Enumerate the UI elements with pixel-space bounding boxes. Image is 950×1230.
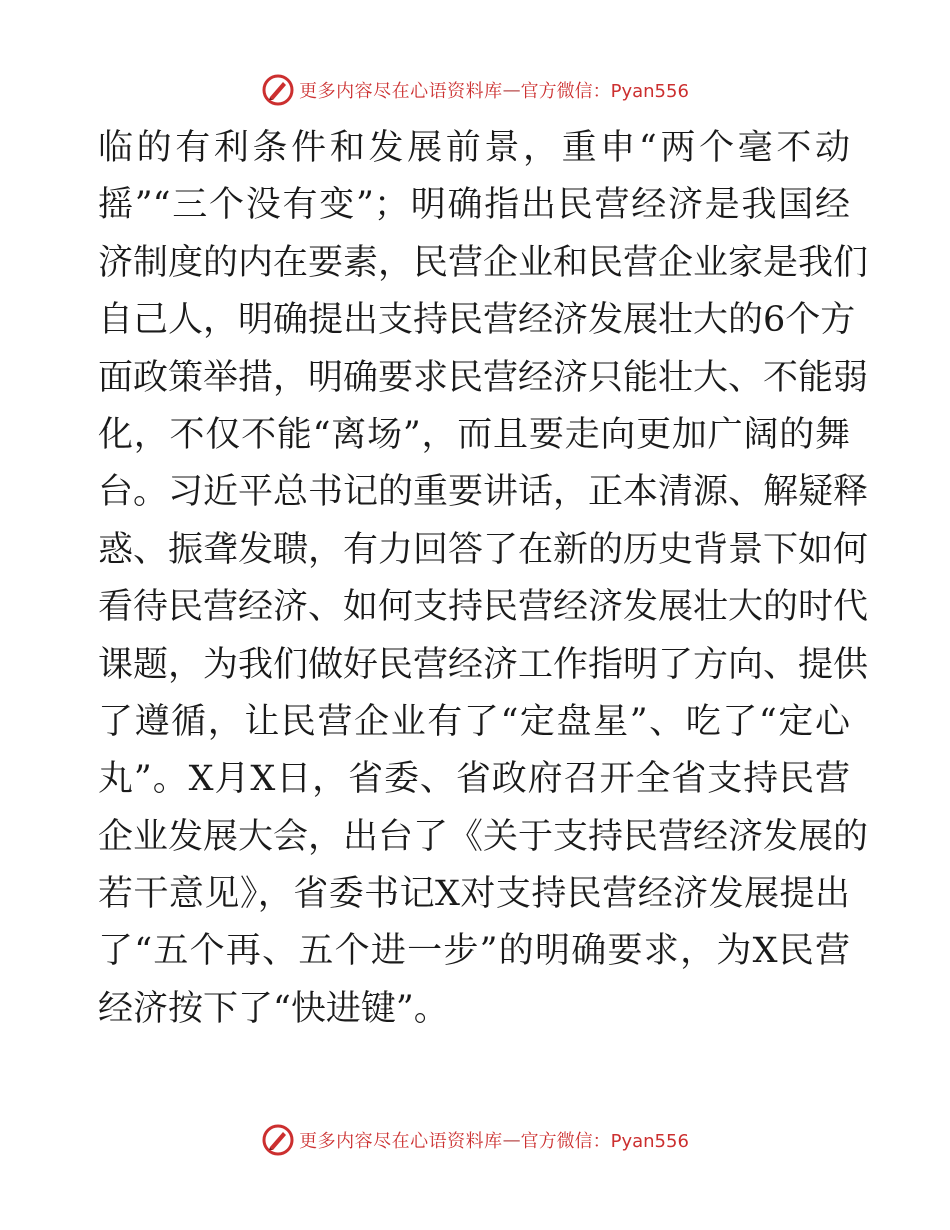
body-line-1: 临的有利条件和发展前景，重申“两个毫不动: [98, 128, 850, 168]
header-banner-separator: —: [502, 79, 521, 101]
body-line-14: 若干意见》，省委书记X对支持民营经济发展提出: [98, 874, 850, 915]
body-line-5: 面政策举措，明确要求民营经济只能壮大、不能弱: [98, 357, 869, 398]
body-line-15: 了“五个再、五个进一步”的明确要求，为X民营: [98, 931, 850, 972]
header-banner-contact: 官方微信：Pyan556: [520, 81, 689, 102]
footer-watermark-banner: [0, 1120, 950, 1160]
pen-swirl-logo-icon: [261, 1123, 295, 1157]
footer-banner-separator: —: [502, 1129, 521, 1151]
body-line-16: 经济按下了“快进键”。: [98, 988, 449, 1029]
body-line-8: 惑、振聋发聩，有力回答了在新的历史背景下如何: [98, 529, 869, 570]
body-line-11: 了遵循，让民营企业有了“定盘星”、吃了“定心: [98, 701, 850, 742]
body-line-6: 化，不仅不能“离场”，而且要走向更加广阔的舞: [98, 414, 850, 455]
body-line-3: 济制度的内在要素，民营企业和民营企业家是我们: [98, 242, 869, 283]
body-line-12: 丸”。X月X日，省委、省政府召开全省支持民营: [98, 759, 850, 800]
document-body: [98, 120, 869, 1038]
body-line-13: 企业发展大会，出台了《关于支持民营经济发展的: [98, 816, 869, 857]
body-line-9: 看待民营经济、如何支持民营经济发展壮大的时代: [98, 587, 869, 628]
footer-banner-contact: 官方微信：Pyan556: [520, 1131, 689, 1152]
body-line-4: 自己人，明确提出支持民营经济发展壮大的6个方: [98, 300, 856, 341]
footer-banner-text: 更多内容尽在心语资料库: [299, 1131, 503, 1152]
pen-swirl-logo-icon: [261, 73, 295, 107]
header-watermark-banner: [0, 70, 950, 110]
body-line-7: 台。习近平总书记的重要讲话，正本清源、解疑释: [98, 472, 869, 513]
body-line-2: 摇”“三个没有变”；明确指出民营经济是我国经: [98, 185, 850, 226]
body-line-10: 课题，为我们做好民营经济工作指明了方向、提供: [98, 644, 869, 685]
header-banner-text: 更多内容尽在心语资料库: [299, 81, 503, 102]
